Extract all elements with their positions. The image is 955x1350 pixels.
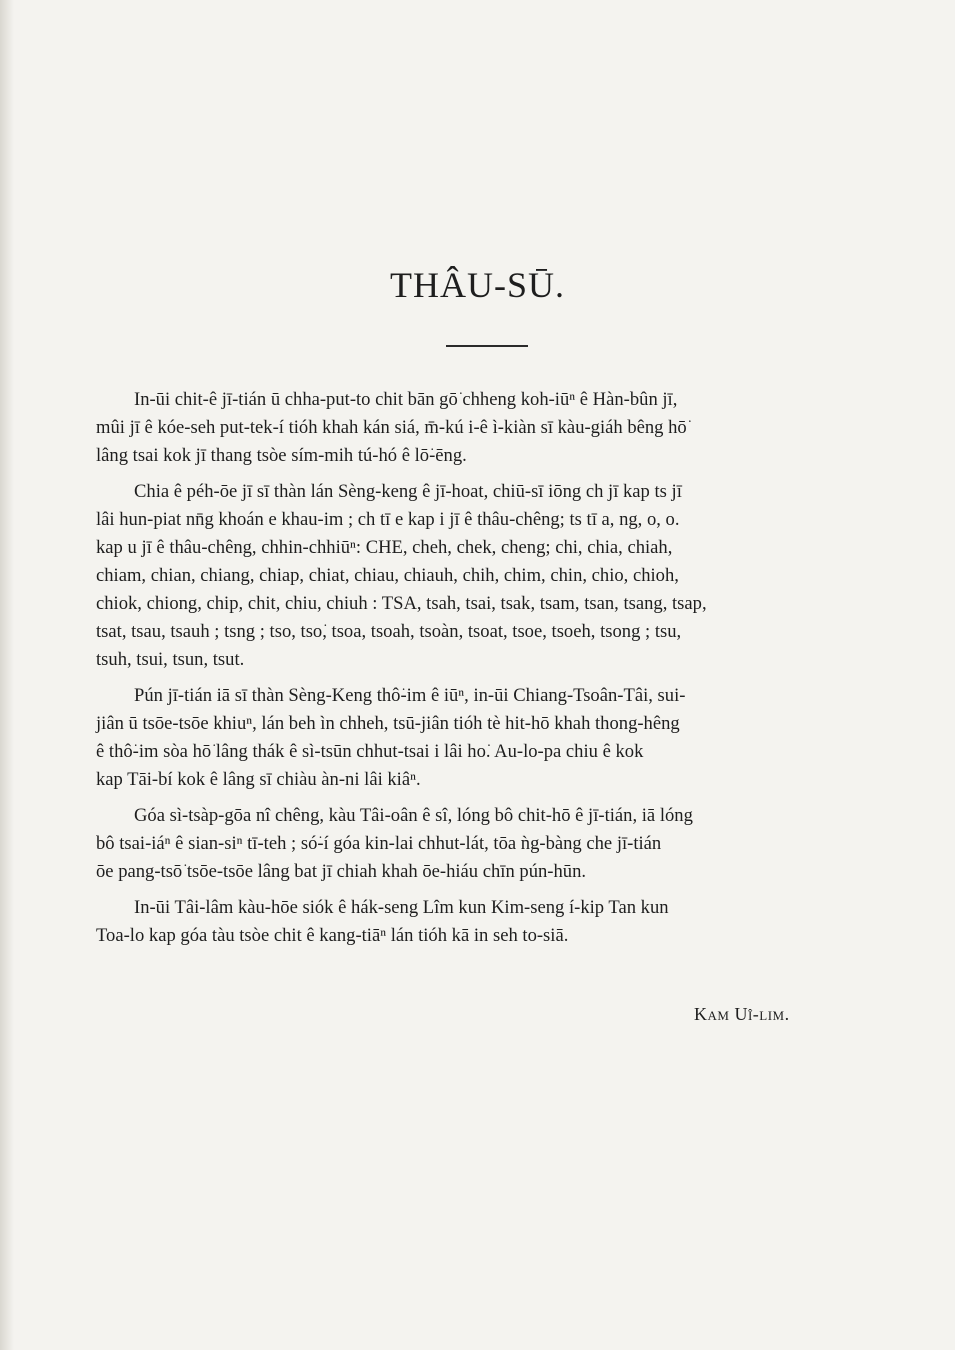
text-line: Góa sì-tsàp-gōa nî chêng, kàu Tâi-oân ê sî, lóng bô chit-hō ê jī-tián, iā lóng [134, 805, 693, 826]
text-line: In-ūi Tâi-lâm kàu-hōe siók ê hák-seng Lîm kun Kim-seng í-kip Tan kun [134, 897, 669, 918]
text-line: kap u jī ê thâu-chêng, chhin-chhiūⁿ: CHE, cheh, chek, cheng; chi, chia, chiah, [96, 537, 673, 558]
text-line: Pún jī-tián iā sī thàn Sèng-Keng thô͘-im ê iūⁿ, in-ūi Chiang-Tsoân-Tâi, sui- [134, 685, 686, 706]
text-line: In-ūi chit-ê jī-tián ū chha-put-to chit bān gō͘ chheng koh-iūⁿ ê Hàn-bûn jī, [134, 389, 678, 410]
page-title: THÂU-SŪ. [390, 265, 565, 305]
author-signature: Kam Uî-lim. [694, 1004, 790, 1024]
text-line: chiok, chiong, chip, chit, chiu, chiuh : TSA, tsah, tsai, tsak, tsam, tsan, tsang, tsap, [96, 593, 707, 614]
title-rule [446, 345, 528, 347]
text-line: lâng tsai kok jī thang tsòe sím-mih tú-hó ê lō͘-ēng. [96, 445, 467, 466]
text-line: kap Tāi-bí kok ê lâng sī chiàu àn-ni lâi kiâⁿ. [96, 769, 421, 790]
paragraph-3 [96, 682, 861, 794]
text-line: tsat, tsau, tsauh ; tsng ; tso, tso͘, tsoa, tsoah, tsoàn, tsoat, tsoe, tsoeh, tsong ; tsu, [96, 621, 682, 642]
paragraph-4 [96, 802, 861, 886]
text-line: Chia ê péh-ōe jī sī thàn lán Sèng-keng ê jī-hoat, chiū-sī iōng ch jī kap ts jī [134, 481, 682, 502]
text-line: ê thô͘-im sòa hō͘ lâng thák ê sì-tsūn chhut-tsai i lâi ho͘. Au-lo-pa chiu ê kok [96, 741, 644, 762]
text-line: Toa-lo kap góa tàu tsòe chit ê kang-tiāⁿ lán tióh kā in seh to-siā. [96, 925, 569, 946]
preface-body [96, 386, 861, 958]
text-line: tsuh, tsui, tsun, tsut. [96, 649, 245, 670]
text-line: mûi jī ê kóe-seh put-tek-í tióh khah kán siá, m̄-kú i-ê ì-kiàn sī kàu-giáh bêng hō͘ [96, 417, 687, 438]
page-edge [0, 0, 14, 1350]
paragraph-1 [96, 386, 861, 470]
paragraph-2 [96, 478, 861, 674]
text-line: chiam, chian, chiang, chiap, chiat, chiau, chiauh, chih, chim, chin, chio, chioh, [96, 565, 679, 586]
paragraph-5 [96, 894, 861, 950]
text-line: ōe pang-tsō͘ tsōe-tsōe lâng bat jī chiah khah ōe-hiáu chīn pún-hūn. [96, 861, 587, 882]
text-line: bô tsai-iáⁿ ê sian-siⁿ tī-teh ; só͘-í góa kin-lai chhut-lát, tōa ǹg-bàng che jī-tián [96, 833, 662, 854]
text-line: jiân ū tsōe-tsōe khiuⁿ, lán beh ìn chheh, tsū-jiân tióh tè hit-hō khah thong-hêng [96, 713, 680, 734]
text-line: lâi hun-piat nn̄g khoán e khau-im ; ch tī e kap i jī ê thâu-chêng; ts tī a, ng, o, o. [96, 509, 680, 530]
